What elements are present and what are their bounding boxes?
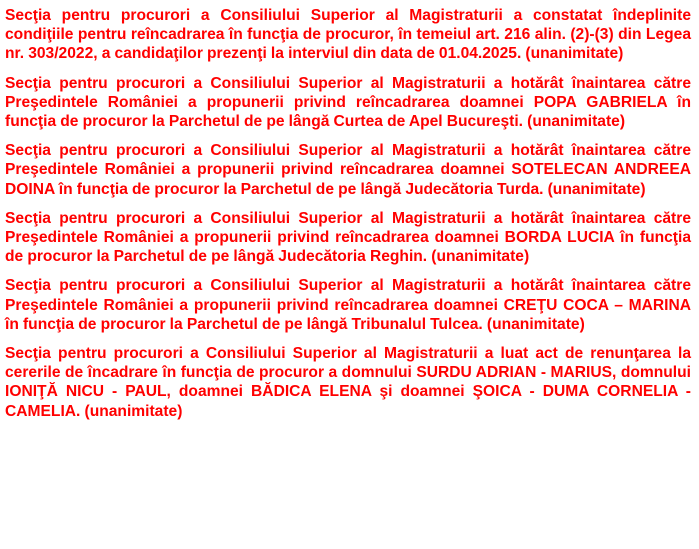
paragraph-6: Secţia pentru procurori a Consiliului Superior al Magistraturii a luat act de renunţarea la cererile de încadrare în funcţia de procuror a domnului SURDU ADRIAN - MARIUS, domnului IONIŢĂ NICU - PAUL, doamnei BĂDICA ELENA şi doamnei ŞOICA - DUMA CORNELIA - CAMELIA. (unanimitate)	[5, 345, 691, 420]
paragraph-4: Secţia pentru procurori a Consiliului Superior al Magistraturii a hotărât înaintarea către Preşedintele României a propunerii privind reîncadrarea doamnei BORDA LUCIA în funcţia de procuror la Parchetul de pe lângă Judecătoria Reghin. (unanimitate)	[5, 209, 691, 266]
paragraph-2: Secţia pentru procurori a Consiliului Superior al Magistraturii a hotărât înaintarea către Preşedintele României a propunerii privind reîncadrarea doamnei POPA GABRIELA în funcţia de procuror la Parchetul de pe lângă Curtea de Apel Bucureşti. (unanimitate)	[5, 74, 691, 131]
paragraph-5: Secţia pentru procurori a Consiliului Superior al Magistraturii a hotărât înaintarea către Preşedintele României a propunerii privind reîncadrarea doamnei CREŢU COCA – MARINA în funcţia de procuror la Parchetul de pe lângă Tribunalul Tulcea. (unanimitate)	[5, 277, 691, 333]
paragraph-3: Secţia pentru procurori a Consiliului Superior al Magistraturii a hotărât înaintarea către Preşedintele României a propunerii privind reîncadrarea doamnei SOTELECAN ANDREEA DOINA în funcţia de procuror la Parchetul de pe lângă Judecătoria Turda. (unanimitate)	[5, 142, 691, 198]
document-body	[5, 6, 691, 431]
paragraph-1: Secţia pentru procurori a Consiliului Superior al Magistraturii a constatat îndeplinite condiţiile pentru reîncadrarea în funcţia de procuror, în temeiul art. 216 alin. (2)-(3) din Legea nr. 303/2022, a candidaţilor prezenţi la interviul din data de 01.04.2025. (unanimitate)	[5, 7, 691, 63]
